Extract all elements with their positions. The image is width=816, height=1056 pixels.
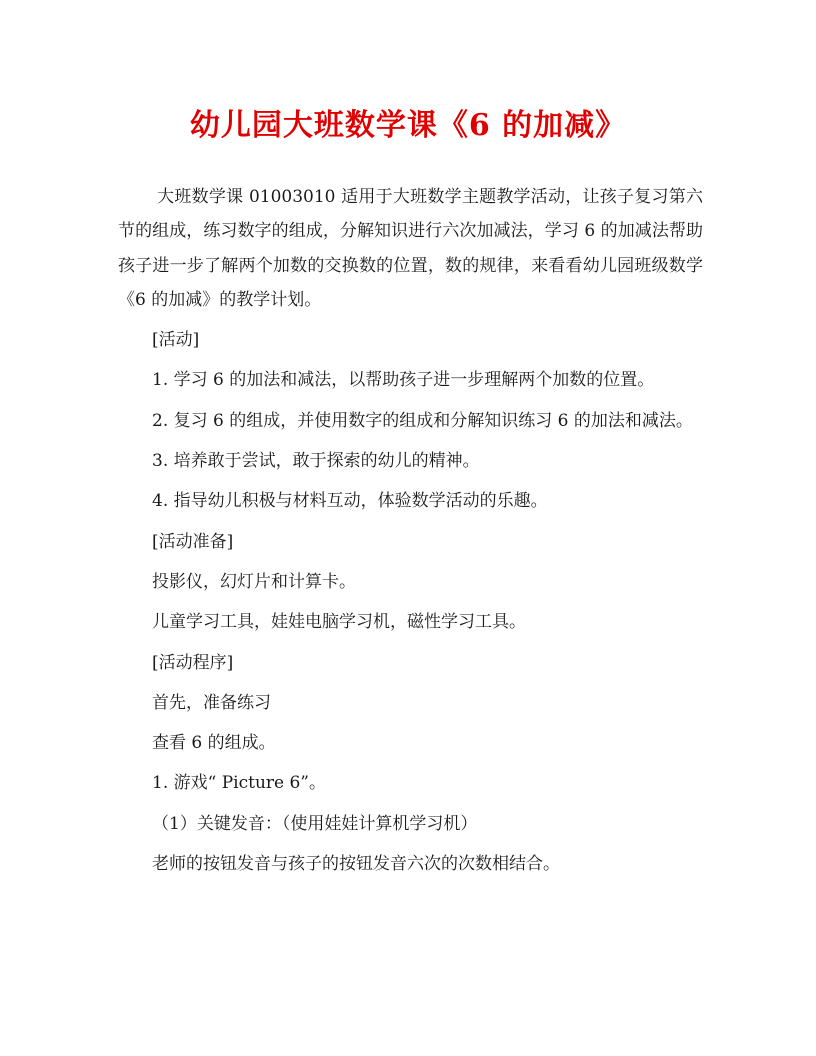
section-heading-procedure: [活动程序] xyxy=(152,652,234,673)
goal-item-4: 4. 指导幼儿积极与材料互动，体验数学活动的乐趣。 xyxy=(152,491,548,512)
document-title: 幼儿园大班数学课《6 的加减》 xyxy=(189,108,627,143)
procedure-step-1: 首先，准备练习 xyxy=(152,692,271,713)
intro-paragraph: 大班数学课 01003010 适用于大班数学主题教学活动，让孩子复习第六节的组成，练习数字的组成，分解知识进行六次加减法，学习 6 的加减法帮助孩子进一步了解两个加数的交换数的位置，数的规律，来看看幼儿园班级数学《6 的加减》的教学计划。 xyxy=(118,187,703,310)
goal-item-1: 1. 学习 6 的加法和减法，以帮助孩子进一步理解两个加数的位置。 xyxy=(152,370,655,391)
goal-item-3: 3. 培养敢于尝试，敢于探索的幼儿的精神。 xyxy=(152,451,480,472)
document-body xyxy=(118,180,703,887)
section-heading-activity: [活动] xyxy=(152,330,200,351)
procedure-review: 查看 6 的组成。 xyxy=(152,733,276,754)
goal-item-2: 2. 复习 6 的组成，并使用数字的组成和分解知识练习 6 的加法和减法。 xyxy=(152,410,693,431)
preparation-item-1: 投影仪，幻灯片和计算卡。 xyxy=(152,571,356,592)
procedure-teacher-note: 老师的按钮发音与孩子的按钮发音六次的次数相结合。 xyxy=(152,854,560,875)
procedure-key-sound: （1）关键发音：（使用娃娃计算机学习机） xyxy=(152,813,478,834)
procedure-game: 1. 游戏“ Picture 6”。 xyxy=(152,773,326,794)
section-heading-preparation: [活动准备] xyxy=(152,531,234,552)
preparation-item-2: 儿童学习工具，娃娃电脑学习机，磁性学习工具。 xyxy=(152,612,526,633)
